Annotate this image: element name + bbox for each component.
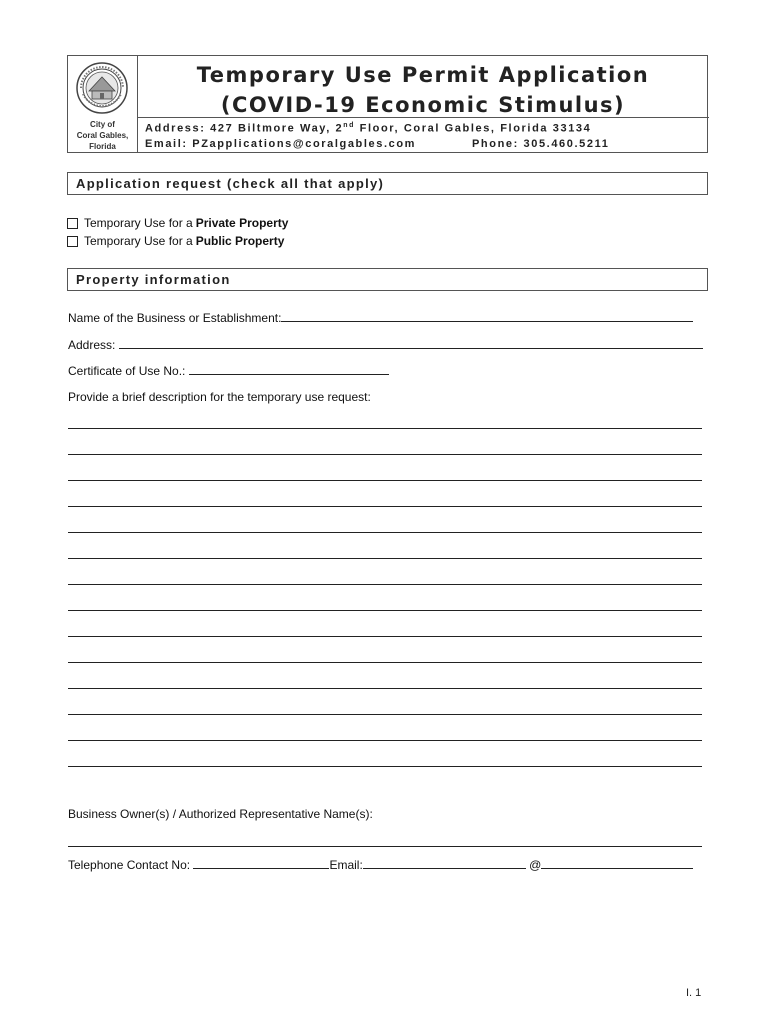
description-line[interactable] xyxy=(68,688,702,689)
description-line[interactable] xyxy=(68,532,702,533)
description-line[interactable] xyxy=(68,610,702,611)
option-public-property[interactable] xyxy=(67,234,284,248)
city-line-3: Florida xyxy=(89,142,116,151)
description-line[interactable] xyxy=(68,714,702,715)
page-number: I. 1 xyxy=(686,987,702,999)
telephone-input[interactable] xyxy=(193,858,329,869)
certificate-field xyxy=(68,364,389,378)
address-label: Address: xyxy=(68,338,116,352)
description-line[interactable] xyxy=(68,662,702,663)
option-bold-label: Private Property xyxy=(195,216,289,230)
at-sign: @ xyxy=(529,858,542,872)
description-line[interactable] xyxy=(68,636,702,637)
description-line[interactable] xyxy=(68,766,702,767)
description-line[interactable] xyxy=(68,558,702,559)
description-label: Provide a brief description for the temporary use request: xyxy=(68,390,371,404)
form-title xyxy=(137,60,709,120)
description-line[interactable] xyxy=(68,506,702,507)
description-line[interactable] xyxy=(68,454,702,455)
title-line-1: Temporary Use Permit Application xyxy=(196,63,650,87)
form-header xyxy=(67,55,708,153)
option-private-property[interactable] xyxy=(67,216,288,230)
city-label xyxy=(68,119,137,152)
email-label: Email: xyxy=(329,858,363,872)
business-name-input[interactable] xyxy=(281,311,693,322)
description-line[interactable] xyxy=(68,428,702,429)
owner-label: Business Owner(s) / Authorized Representative Name(s): xyxy=(68,807,373,821)
city-line-1: City of xyxy=(90,120,115,129)
contact-field xyxy=(68,858,693,872)
certificate-input[interactable] xyxy=(189,364,389,375)
certificate-label: Certificate of Use No.: xyxy=(68,364,186,378)
application-request-heading: Application request (check all that apply) xyxy=(76,176,385,191)
private-property-checkbox[interactable] xyxy=(67,218,78,229)
property-information-heading-box xyxy=(67,268,708,291)
option-prefix: Temporary Use for a xyxy=(84,216,193,230)
address-prefix: Address: 427 Biltmore Way, 2 xyxy=(145,122,344,135)
business-name-field xyxy=(68,311,693,325)
header-divider xyxy=(137,117,709,118)
address-suffix: Floor, Coral Gables, Florida 33134 xyxy=(355,122,592,135)
phone-line: Phone: 305.460.5211 xyxy=(472,138,610,150)
business-name-label: Name of the Business or Establishment: xyxy=(68,311,282,325)
option-prefix: Temporary Use for a xyxy=(84,234,193,248)
city-seal-icon xyxy=(75,61,129,115)
public-property-checkbox[interactable] xyxy=(67,236,78,247)
email-user-input[interactable] xyxy=(363,858,526,869)
email-domain-input[interactable] xyxy=(541,858,693,869)
address-superscript: nd xyxy=(343,122,356,129)
telephone-label: Telephone Contact No: xyxy=(68,858,191,872)
application-request-heading-box xyxy=(67,172,708,195)
logo-column xyxy=(68,56,138,152)
description-line[interactable] xyxy=(68,584,702,585)
property-information-heading: Property information xyxy=(76,272,231,287)
description-line[interactable] xyxy=(68,740,702,741)
description-line[interactable] xyxy=(68,480,702,481)
address-input[interactable] xyxy=(119,338,703,349)
email-line: Email: PZapplications@coralgables.com xyxy=(145,138,417,150)
city-line-2: Coral Gables, xyxy=(76,131,129,140)
owner-name-input[interactable] xyxy=(68,846,702,847)
option-bold-label: Public Property xyxy=(195,234,285,248)
title-line-2: (COVID-19 Economic Stimulus) xyxy=(220,93,626,117)
address-line xyxy=(145,122,591,135)
address-field xyxy=(68,338,703,352)
